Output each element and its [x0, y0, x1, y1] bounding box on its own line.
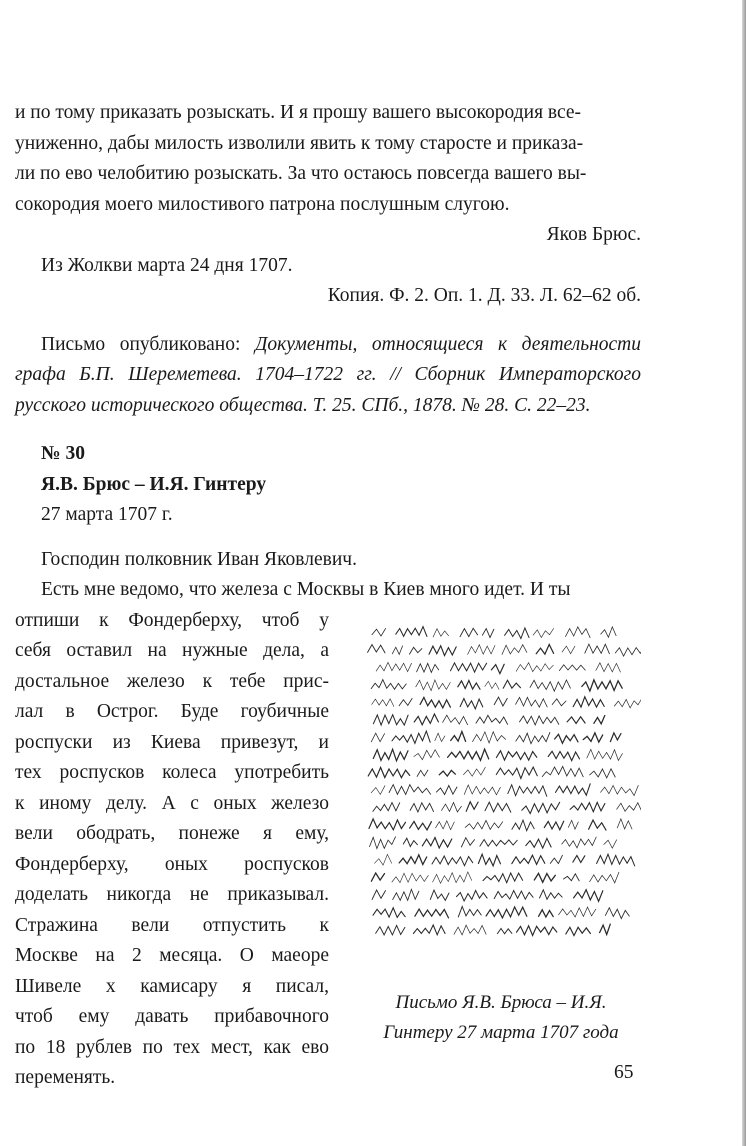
body-line: достальное железо к тебе прис-: [15, 670, 329, 692]
body-line: переменять.: [15, 1067, 116, 1088]
manuscript-image: [361, 612, 641, 960]
body-line: к иному делу. А с оных железо: [15, 792, 329, 814]
caption-line: Гинтеру 27 марта 1707 года: [383, 1021, 619, 1043]
caption-line: Письмо Я.В. Брюса – И.Я.: [395, 991, 607, 1013]
place-date: Из Жолкви марта 24 дня 1707.: [41, 254, 293, 276]
publication-note: [15, 330, 641, 422]
page-edge-shadow: [742, 0, 746, 1146]
body-line: себя оставил на нужные дела, а: [15, 640, 329, 661]
body-line: чтоб ему давать прибавочного: [15, 1006, 329, 1027]
letter-line: сокородия моего милостивого патрона послушным слугою.: [15, 193, 510, 215]
body-line: Шивеле х камисару я писал,: [15, 975, 329, 997]
body-with-figure: [15, 606, 641, 1094]
body-line: Фондерберху, оных роспусков: [15, 853, 329, 875]
letter-line: и по тому приказать розыскать. И я прошу вашего высокородия все-: [15, 102, 582, 123]
archive-reference: Копия. Ф. 2. Оп. 1. Д. 33. Л. 62–62 об.: [327, 285, 641, 306]
page-content: [15, 98, 641, 1094]
body-line: Стражина вели отпустить к: [15, 914, 329, 936]
body-line: тех роспусков колеса употребить: [15, 762, 329, 783]
page-number: 65: [614, 1062, 634, 1083]
publication-citation: Документы, относящиеся к деятельности графа Б.П. Шереметева. 1704–1722 гг. // Сборник Императорского русского исторического общества. Т. 25. СПб., 1878. № 28. С. 22–23.: [15, 333, 641, 416]
body-first-line: Есть мне ведомо, что железа с Москвы в Киев много идет. И ты: [41, 579, 571, 600]
body-line: по 18 рублев по тех мест, как ево: [15, 1036, 329, 1058]
document-number: № 30: [41, 443, 85, 464]
letter-line: ли по ево челобитию розыскать. За что остаюсь повсегда вашего вы-: [15, 163, 587, 184]
letter-continuation: [15, 98, 641, 312]
body-column: [15, 606, 329, 1094]
signature: Яков Брюс.: [546, 224, 641, 245]
publication-prefix: Письмо опубликовано:: [41, 333, 255, 355]
letter-line: униженно, дабы милость изволили явить к тому старосте и приказа-: [15, 132, 584, 154]
manuscript-figure: [361, 612, 641, 1048]
salutation: Господин полковник Иван Яковлевич.: [41, 548, 357, 570]
body-line: роспуски из Киева привезут, и: [15, 731, 329, 753]
figure-caption: [361, 988, 641, 1048]
body-line: отпиши к Фондерберху, чтоб у: [15, 609, 329, 631]
body-line: Москве на 2 месяца. О маеоре: [15, 945, 329, 966]
body-line: доделать никогда не приказывал.: [15, 884, 329, 905]
body-line: вели ободрать, понеже я ему,: [15, 823, 329, 844]
document-date: 27 марта 1707 г.: [41, 504, 173, 525]
body-line: лал в Острог. Буде гоубичные: [15, 701, 329, 722]
document-addressing: Я.В. Брюс – И.Я. Гинтеру: [41, 473, 267, 495]
